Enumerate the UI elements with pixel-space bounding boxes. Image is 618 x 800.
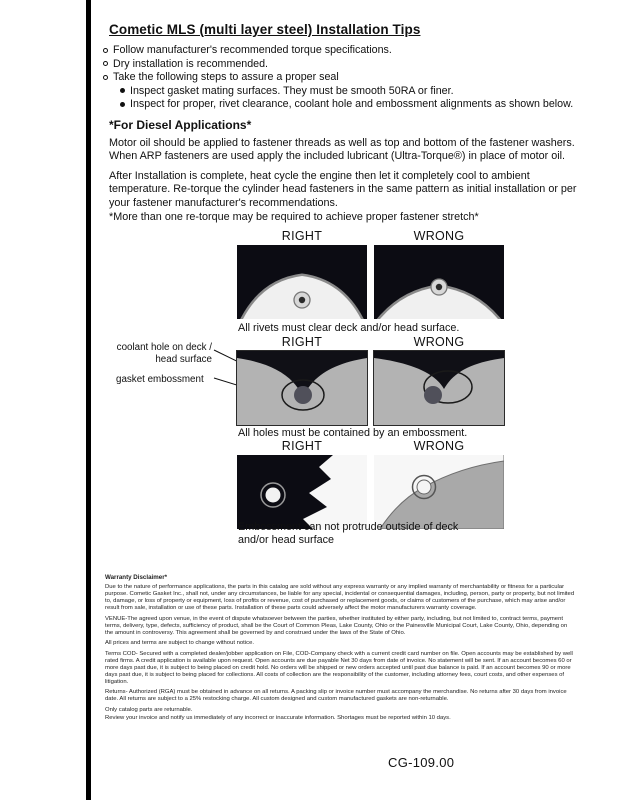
hole-contained-illustration-icon — [237, 351, 367, 425]
diesel-applications-heading: *For Diesel Applications* — [109, 118, 252, 132]
page-code: CG-109.00 — [388, 755, 455, 770]
warranty-disclaimer-section — [105, 574, 575, 725]
right-label: RIGHT — [281, 439, 323, 453]
diagram-embossment-wrong — [374, 351, 504, 425]
tip-item — [103, 71, 339, 83]
disclaimer-paragraph: Only catalog parts are returnable. — [105, 706, 193, 713]
filled-circle-bullet-icon — [120, 102, 125, 107]
rivet-overlap-deck-illustration-icon — [374, 245, 504, 319]
diagram-protrude-wrong — [374, 455, 504, 529]
diagram-rivet-right — [237, 245, 367, 319]
tip-text: Take the following steps to assure a proper seal — [113, 71, 339, 83]
embossment-caption: All holes must be contained by an embossment. — [238, 427, 468, 439]
open-circle-bullet-icon — [103, 61, 108, 66]
disclaimer-paragraph: Review your invoice and notify us immediately of any incorrect or inaccurate information. Shortages must be reported within 10 days. — [105, 714, 451, 721]
sub-tip-text: Inspect for proper, rivet clearance, coolant hole and embossment alignments as shown below. — [130, 98, 574, 110]
right-label: RIGHT — [281, 335, 323, 349]
retorque-note: *More than one re-torque may be required to achieve proper fastener stretch* — [109, 211, 479, 223]
diesel-paragraph-1: Motor oil should be applied to fastener threads as well as top and bottom of the fastener washers. When ARP fasteners are used apply the included lubricant (Ultra-Torque®) in place of motor oil. — [109, 137, 575, 163]
disclaimer-paragraph: Due to the nature of performance applications, the parts in this catalog are sold without any express warranty or any implied warranty of merchantability or fitness for a particular purpose. Cometic Gasket Inc., shall not, under any circumstances, be liable for any special, incidental or consequential damages, including, person, party or property, but not limited to, damage, or loss of property or equipment, loss of profits or revenue, cost of purchased or replacement goods, or claims of customers of the purchase, which may arise and/or result from sale, installation or use of these parts. Installation of these parts could adversely affect the motor manufacturers warranty coverage. — [105, 584, 575, 611]
wrong-label: WRONG — [413, 229, 465, 243]
tip-item — [103, 44, 392, 56]
diagram-protrude-right — [237, 455, 367, 529]
warranty-disclaimer-heading: Warranty Disclaimer* — [105, 574, 168, 581]
gasket-embossment-callout: gasket embossment — [116, 374, 204, 385]
protrude-caption: Embossment can not protrude outside of deck and/or head surface — [238, 521, 459, 546]
sub-tip-item — [120, 98, 573, 110]
tip-item — [103, 58, 268, 70]
page-title: Cometic MLS (multi layer steel) Installation Tips — [109, 22, 421, 37]
disclaimer-paragraph: All prices and terms are subject to change without notice. — [105, 640, 254, 646]
filled-circle-bullet-icon — [120, 88, 125, 93]
disclaimer-paragraph: VENUE-The agreed upon venue, in the event of dispute whatsoever between the parties, whether instituted by either party, including, but not limited to, contract terms, payment terms, delivery, type, defects, sufficiency of product, shall be the Court of Common Pleas, Lake County, Ohio or the Painesville Municipal Court, Lake County, Ohio, depending on the amount in controversy. This agreement shall be governed by and construed under the laws of the State of Ohio. — [105, 615, 568, 636]
disclaimer-paragraph: Returns- Authorized (RGA) must be obtained in advance on all returns. A packing slip or invoice number must accompany the merchandise. No returns after 30 days from invoice date. All returns are subject to a 25% restocking charge. All custom designed and custom manufactured gaskets are non-returnable. — [105, 689, 567, 702]
diagram-rivet-wrong — [374, 245, 504, 319]
page-left-border — [86, 0, 91, 800]
sub-tip-item — [120, 85, 454, 97]
open-circle-bullet-icon — [103, 75, 108, 80]
coolant-hole-callout: coolant hole on deck / head surface — [116, 342, 212, 365]
rivet-clear-deck-illustration-icon — [237, 245, 367, 319]
tip-text: Dry installation is recommended. — [113, 57, 269, 70]
wrong-label: WRONG — [413, 439, 465, 453]
tip-text: Follow manufacturer's recommended torque specifications. — [113, 44, 392, 56]
disclaimer-paragraph: Terms COD- Secured with a completed dealer/jobber application on File, COD-Company check with a current credit card number on file. Open accounts may be established by well rated firms. A credit application is available upon request. Open accounts are due payable Net 30 days from date of invoice. No statement will be sent. If an account becomes 60 or more days past due, it is subject to being placed on credit hold. No orders will be shipped or new orders accepted until past due balance is paid. If an account becomes 90 or more days past due, it is subject to being placed for collections. All costs of collection are the responsibility of the customer, including attorney fees, court costs, and other expenses of litigation. — [105, 650, 573, 685]
diagram-embossment-right — [237, 351, 367, 425]
hole-not-contained-illustration-icon — [374, 351, 504, 425]
embossment-protruding-illustration-icon — [374, 455, 504, 529]
open-circle-bullet-icon — [103, 48, 108, 53]
embossment-inside-deck-illustration-icon — [237, 455, 367, 529]
diesel-paragraph-2: After Installation is complete, heat cycle the engine then let it completely cool to ambient temperature. Re-torque the cylinder head fasteners in the same pattern as initial installation or per your fastener manufacturer's recommendations. — [109, 170, 577, 209]
rivet-caption: All rivets must clear deck and/or head surface. — [238, 322, 460, 334]
wrong-label: WRONG — [413, 335, 465, 349]
right-label: RIGHT — [281, 229, 323, 243]
sub-tip-text: Inspect gasket mating surfaces. They must be smooth 50RA or finer. — [130, 84, 454, 97]
